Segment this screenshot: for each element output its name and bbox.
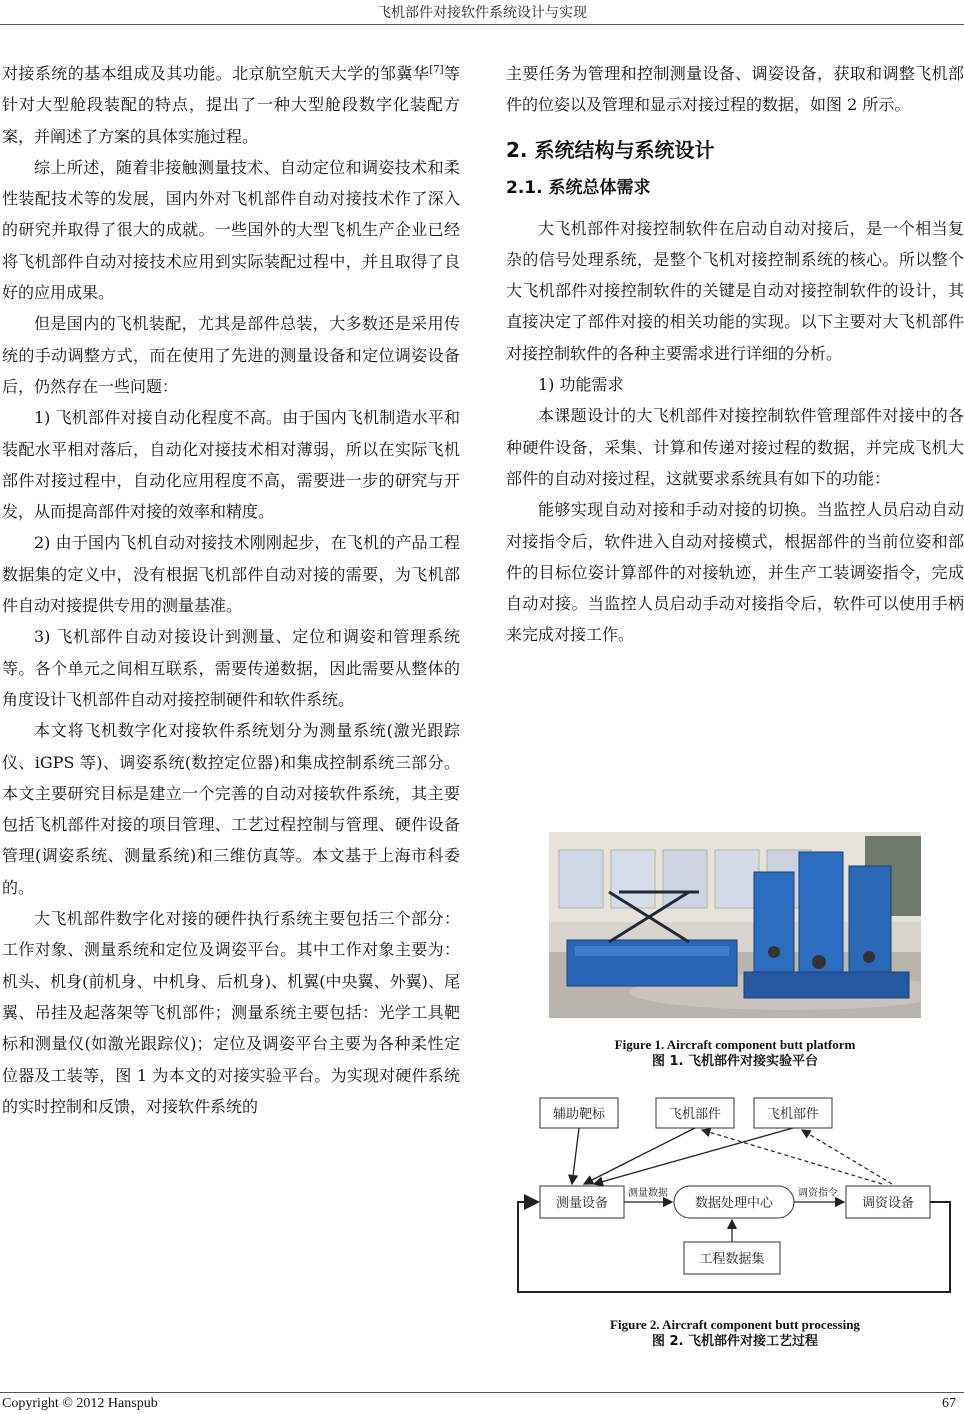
running-header: 飞机部件对接软件系统设计与实现 — [377, 5, 587, 21]
paragraph: 但是国内的飞机装配，尤其是部件总装，大多数还是采用传统的手动调整方式，而在使用了先进的测量设备和定位调姿设备后，仍然存在一些问题： — [2, 314, 460, 396]
list-item: 2) 由于国内飞机自动对接技术刚刚起步，在飞机的产品工程数据集的定义中，没有根据飞机部件自动对接的需要，为飞机部件自动对接提供专用的测量基准。 — [2, 533, 460, 616]
caption-en: Figure 2. Aircraft component butt processing — [610, 1317, 860, 1332]
paragraph: 主要任务为管理和控制测量设备、调姿设备，获取和调整飞机部件的位姿以及管理和显示对接过程的数据，如图 2 所示。 — [506, 64, 964, 115]
caption-cn: 图 2. 飞机部件对接工艺过程 — [651, 1334, 819, 1349]
edge-adjust-comp1 — [702, 1130, 882, 1184]
page-number: 67 — [942, 1396, 956, 1411]
edge-comp2-measure — [594, 1128, 793, 1184]
paragraph — [2, 58, 460, 152]
footer-rule — [0, 1392, 964, 1393]
figure-1-photo — [549, 832, 921, 1018]
label-component-1: 飞机部件 — [668, 1107, 722, 1122]
edge-comp1-measure — [584, 1128, 695, 1184]
caption-en: Figure 1. Aircraft component butt platform — [614, 1037, 856, 1052]
label-aux-target: 辅助靶标 — [552, 1107, 606, 1122]
list-item: 3) 飞机部件自动对接设计到测量、定位和调姿和管理系统等。各个单元之间相互联系，需要传递数据，因此需要从整体的角度设计飞机部件自动对接控制硬件和软件系统。 — [2, 627, 460, 709]
paragraph: 大飞机部件对接控制软件在启动自动对接后，是一个相当复杂的信号处理系统，是整个飞机对接控制系统的核心。所以整个大飞机部件对接控制软件的关键是自动对接控制软件的设计，其直接决定了部件对接的相关功能的实现。以下主要对大飞机部件对接控制软件的各种主要需求进行详细的分析。 — [506, 218, 964, 363]
copyright: Copyright © 2012 Hanspub — [2, 1396, 158, 1411]
label-adjust: 调资设备 — [861, 1196, 915, 1211]
figure-1-caption — [506, 1036, 964, 1070]
citation: [7] — [429, 64, 444, 76]
header-rule — [0, 24, 964, 25]
paragraph: 大飞机部件数字化对接的硬件执行系统主要包括三个部分：工作对象、测量系统和定位及调姿平台。其中工作对象主要为：机头、机身(前机身、中机身、后机身)、机翼(中央翼、外翼)、尾翼、吊挂及起落架等飞机部件；测量系统主要包括：光学工具靶标和测量仪(如激光跟踪仪)；定位及调姿平台主要为各种柔性定位器及工装等，图 1 为本文的对接实验平台。为实现对硬件系统的实时控制和反馈，对接软件系统的 — [2, 909, 460, 1116]
subsection-heading: 2.1. 系统总体需求 — [506, 177, 651, 198]
label-dataset: 工程数据集 — [699, 1252, 765, 1267]
figure-2-diagram — [512, 1092, 956, 1300]
list-item: 1) 功能需求 — [538, 375, 624, 395]
edge-aux-measure — [572, 1128, 579, 1184]
text-span: 对接系统的基本组成及其功能。北京航空航天大学的邹冀华 — [2, 64, 430, 83]
label-component-2: 飞机部件 — [766, 1107, 820, 1122]
paragraph: 综上所述，随着非接触测量技术、自动定位和调姿技术和柔性装配技术等的发展，国内外对飞机部件自动对接技术作了深入的研究并取得了很大的成就。一些国外的大型飞机生产企业已经将飞机部件自动对接技术应用到实际装配过程中，并且取得了良好的应用成果。 — [2, 157, 460, 303]
edge-adjust-comp2 — [802, 1130, 892, 1184]
paragraph: 能够实现自动对接和手动对接的切换。当监控人员启动自动对接指令后，软件进入自动对接模式，根据部件的当前位姿和部件的目标位姿计算部件的对接轨迹，并生产工装调姿指令，完成自动对接。当监控人员启动手动对接指令后，软件可以使用手柄来完成对接工作。 — [506, 500, 964, 645]
figure-2-caption — [506, 1316, 964, 1350]
text-span: 等针对大型舱段装配的特点，提出了一种大型舱段数字化装配方案，并阐述了方案的具体实施过程。 — [2, 64, 460, 146]
label-measure: 测量设备 — [555, 1196, 609, 1211]
edge-label-measure-data: 测量数据 — [628, 1188, 668, 1199]
left-column — [2, 58, 460, 1122]
paragraph: 本课题设计的大飞机部件对接控制软件管理部件对接中的各种硬件设备，采集、计算和传递对接过程的数据，并完成飞机大部件的自动对接过程，这就要求系统具有如下的功能： — [506, 406, 964, 488]
right-column — [506, 58, 964, 651]
edge-label-adjust-cmd: 调资指令 — [798, 1188, 838, 1199]
section-heading: 2. 系统结构与系统设计 — [506, 137, 715, 162]
paragraph: 本文将飞机数字化对接软件系统划分为测量系统(激光跟踪仪、iGPS 等)、调姿系统(数控定位器)和集成控制系统三部分。本文主要研究目标是建立一个完善的自动对接软件系统，其主要包括飞机部件对接的项目管理、工艺过程控制与管理、硬件设备管理(调姿系统、测量系统)和三维仿真等。本文基于上海市科委的。 — [2, 721, 460, 897]
label-center: 数据处理中心 — [694, 1196, 774, 1211]
caption-cn: 图 1. 飞机部件对接实验平台 — [651, 1054, 819, 1069]
list-item: 1) 飞机部件对接自动化程度不高。由于国内飞机制造水平和装配水平相对落后，自动化对接技术相对薄弱，所以在实际飞机部件对接过程中，自动化应用程度不高，需要进一步的研究与开发，从而提高部件对接的效率和精度。 — [2, 408, 460, 522]
